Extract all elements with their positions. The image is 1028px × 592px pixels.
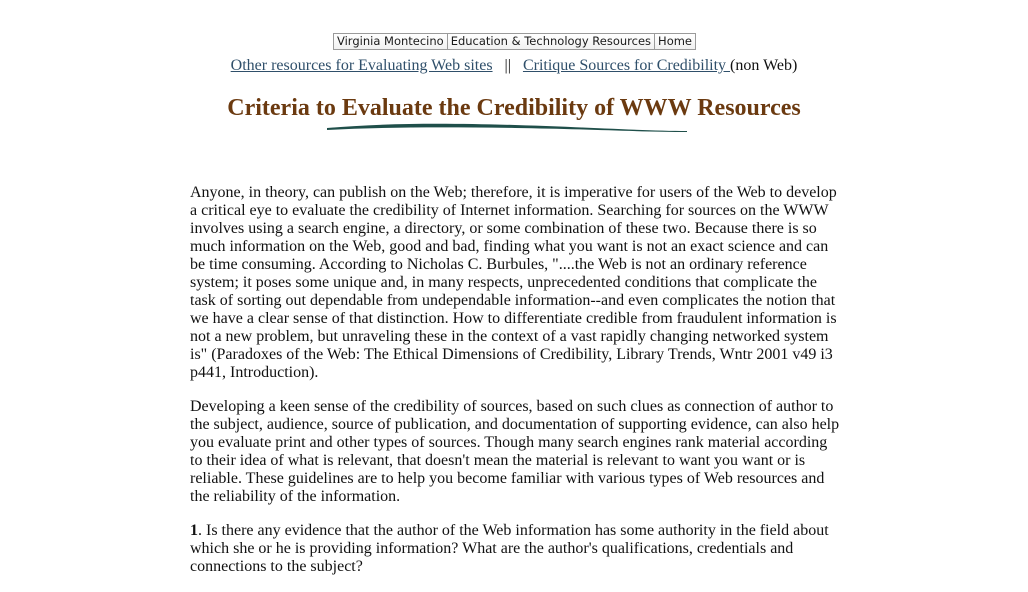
second-paragraph: Developing a keen sense of the credibility of sources, based on such clues as connection of author to the subject, audience, source of publication, and documentation of supporting evidence, can also help you evaluate print and other types of sources. Though many search engines rank material according to their idea of what is relevant, that doesn't mean the material is relevant to want you want or is reliable. These guidelines are to help you become familiar with various types of Web resources and the reliability of the information. — [190, 398, 840, 505]
nav-button-education-technology-resources[interactable]: Education & Technology Resources — [448, 34, 655, 49]
link-critique-sources[interactable]: Critique Sources for Credibility — [522, 57, 731, 74]
decorative-swoosh-divider — [325, 121, 689, 135]
question-1 — [190, 522, 840, 576]
page-title: Criteria to Evaluate the Credibility of WWW Resources — [227, 95, 801, 121]
nav-button-home[interactable]: Home — [655, 34, 695, 49]
top-nav-bar — [333, 33, 696, 50]
nav-button-virginia-montecino[interactable]: Virginia Montecino — [334, 34, 448, 49]
link-separator: || — [504, 57, 511, 74]
resource-links-row — [0, 57, 1028, 75]
article-body — [190, 184, 840, 592]
link-evaluating-web-sites[interactable]: Other resources for Evaluating Web sites — [230, 57, 493, 74]
link-critique-suffix: (non Web) — [730, 57, 798, 74]
question-text: . Is there any evidence that the author of the Web information has some authority in the field about which she or he is providing information? What are the author's qualifications, credentials and connections to the subject? — [190, 522, 829, 575]
intro-paragraph: Anyone, in theory, can publish on the Web; therefore, it is imperative for users of the Web to develop a critical eye to evaluate the credibility of Internet information. Searching for sources on the WWW involves using a search engine, a directory, or some combination of these two. Because there is so much information on the Web, good and bad, finding what you want is not an exact science and can be time consuming. According to Nicholas C. Burbules, "....the Web is not an ordinary reference system; it poses some unique and, in many respects, unprecedented conditions that complicate the task of sorting out dependable from undependable information--and even complicates the notion that we have a clear sense of that distinction. How to differentiate credible from fraudulent information is not a new problem, but unraveling these in the context of a vast rapidly changing networked system is" (Paradoxes of the Web: The Ethical Dimensions of Credibility, Library Trends, Wntr 2001 v49 i3 p441, Introduction). — [190, 184, 837, 381]
question-number: 1 — [190, 522, 198, 539]
